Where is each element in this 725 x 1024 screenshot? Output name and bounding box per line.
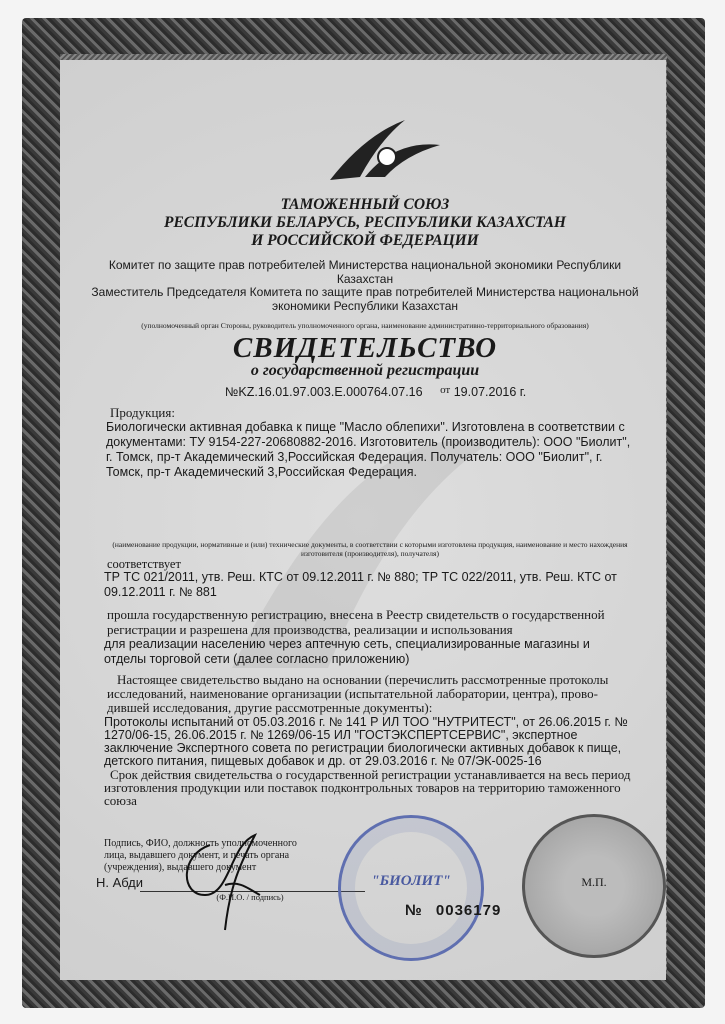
conformity-label: соответствует xyxy=(107,557,181,571)
validity-statement: Срок действия свидетельства о государственной регистрации устанавливается на весь период изготовления продукции или поставок подконтрольных товаров на территорию таможенного союза xyxy=(104,767,631,808)
product-note: (наименование продукции, нормативные и (или) технические документы, в соответствии с которыми изготовлена продукция, наименование и место нахождения изготовителя (производителя), получателя) xyxy=(112,540,628,558)
certificate-number-line: №KZ.16.01.97.003.E.000764.07.16 от 19.07.2016 г. xyxy=(225,384,527,399)
basis-statement: Настоящее свидетельство выдано на основании (перечислить рассмотренные протоколы исследований, наименование организации (испытательной лаборатории, центра), прово-дившей исследования, другие рассмотренные документы): xyxy=(107,672,609,715)
conformity-standards: ТР ТС 021/2011, утв. Реш. КТС от 09.12.2011 г. № 880; ТР ТС 022/2011, утв. Реш. КТС от 09.12.2011 г. № 881 xyxy=(104,570,617,599)
issuing-authority: Комитет по защите прав потребителей Министерства национальной экономики Республики Казахстан Заместитель Председателя Комитета по защите прав потребителей Министерства национальной экономики Республики Казахстан xyxy=(91,258,639,313)
certificate-title: СВИДЕТЕЛЬСТВО xyxy=(232,332,498,364)
customs-union-logo-icon xyxy=(325,115,445,185)
company-stamp: "БИОЛИТ" xyxy=(338,815,484,961)
basis-documents: Протоколы испытаний от 05.03.2016 г. № 141 Р ИЛ ТОО "НУТРИТЕСТ", от 26.06.2015 г. № 1270/06-15, 26.06.2015 г. № 1269/06-15 ИЛ "ГОСТЭКСПЕРТСЕРВИС", экспертное заключение Экспертного совета по регистрации биологически активных добавок к пище, детского питания, пищевых добавок и др. от 29.03.2016 г. № 07/ЭК-0025-16 xyxy=(104,715,628,768)
signatory-name: Н. Абди xyxy=(96,875,143,890)
official-seal: М.П. xyxy=(522,814,666,958)
certificate-date: 19.07.2016 г. xyxy=(453,385,527,399)
registration-statement: прошла государственную регистрацию, внесена в Реестр свидетельств о государственной регистрации и разрешена для производства, реализации и использования xyxy=(107,607,605,637)
customs-union-title: ТАМОЖЕННЫЙ СОЮЗ РЕСПУБЛИКИ БЕЛАРУСЬ, РЕСПУБЛИКИ КАЗАХСТАН И РОССИЙСКОЙ ФЕДЕРАЦИИ xyxy=(163,196,566,249)
handwritten-signature-icon xyxy=(170,825,280,935)
authority-note: (уполномоченный орган Стороны, руководитель уполномоченного органа, наименование административно-территориального образования) xyxy=(141,321,589,330)
product-description: Биологически активная добавка к пище "Масло облепихи". Изготовлена в соответствии с документами: ТУ 9154-227-20680882-2016. Изготовитель (производитель): ООО "Биолит", г. Томск, пр-т Академический 3,Российская Федерация. Получатель: ООО "Биолит", г. Томск, пр-т Академический 3,Российская Федерация. xyxy=(106,420,631,479)
certificate-subtitle: о государственной регистрации xyxy=(250,362,480,379)
registration-scope: для реализации населению через аптечную сеть, специализированные магазины и отделы торговой сети (далее согласно приложению) xyxy=(104,637,590,666)
signature-label: Подпись, ФИО, должность уполномоченного лица, выдавшего документ, и печать органа (учреждения), выдавшего документ xyxy=(104,838,297,873)
signature-caption: (Ф.И.О. / подпись) xyxy=(216,892,284,902)
product-label: Продукция: xyxy=(110,405,175,420)
serial-number: № 0036179 xyxy=(405,902,502,919)
certificate-number: №KZ.16.01.97.003.E.000764.07.16 xyxy=(225,385,423,399)
